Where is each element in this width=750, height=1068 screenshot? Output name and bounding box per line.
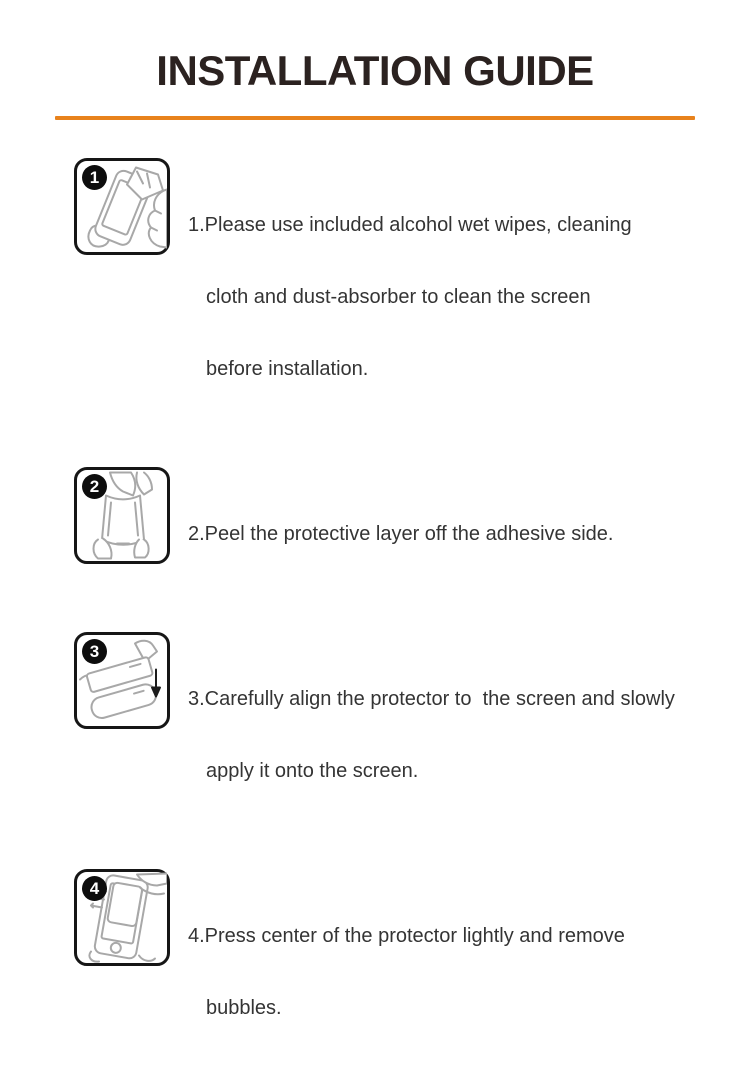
title-underline [55,116,695,120]
step-1-row [74,158,750,429]
step-1-text [188,158,632,429]
steps-list [0,158,750,1068]
step-text-line: before installation. [206,358,369,380]
step-number-badge: 3 [82,639,107,664]
step-number-badge: 1 [82,165,107,190]
step-text-line: bubbles. [206,997,282,1019]
step-4-row [74,869,750,1068]
step-2-row [74,467,750,594]
step-text-line: cloth and dust-absorber to clean the screen [206,286,591,308]
step-text-line: 3.Carefully align the protector to the screen and slowly [188,688,675,710]
step-4-icon-box [74,869,170,966]
step-4-text [188,869,625,1068]
step-2-text [188,467,613,594]
step-3-text [188,632,675,831]
step-text-line: 2.Peel the protective layer off the adhesive side. [188,523,614,545]
step-text-line: apply it onto the screen. [206,760,419,782]
step-number-badge: 2 [82,474,107,499]
step-3-icon-box [74,632,170,729]
page-title: INSTALLATION GUIDE [156,47,594,94]
step-number-badge: 4 [82,876,107,901]
step-1-icon-box [74,158,170,255]
step-2-icon-box [74,467,170,564]
step-text-line: 4.Press center of the protector lightly and remove [188,925,625,947]
step-text-line: 1.Please use included alcohol wet wipes, cleaning [188,214,632,236]
step-3-row [74,632,750,831]
